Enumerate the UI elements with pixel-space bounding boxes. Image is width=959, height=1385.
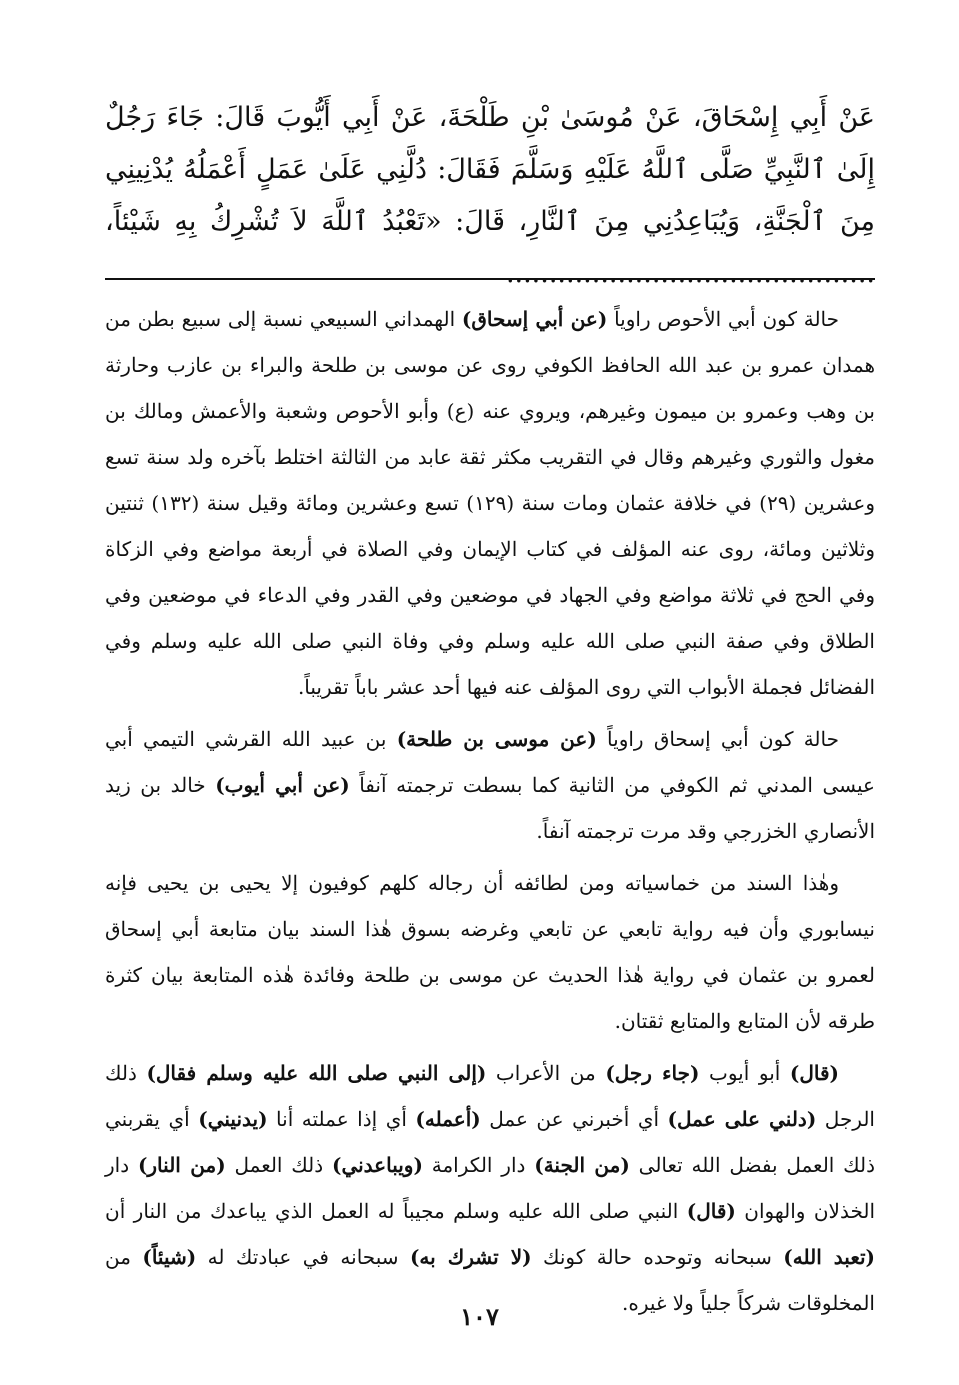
bold-term: (عن أبي أيوب) (215, 773, 350, 797)
commentary-paragraph-2: حالة كون أبي إسحاق راوياً (عن موسى بن طلحة) بن عبيد الله القرشي التيمي أبي عيسى المدني ثم الكوفي من الثانية كما بسطت ترجمته آنفاً (عن أبي أيوب) خالد بن زيد الأنصاري الخزرجي وقد مرت ترجمته آنفاً. (105, 727, 875, 843)
hadith-line-3: ٱلنَّارِ، قَالَ: «تَعْبُدُ ٱللَّهَ لاَ تُشْرِكُ بِهِ شَيْئاً، (105, 206, 581, 237)
bold-term: (من الجنة) (534, 1153, 630, 1177)
commentary-paragraph-3: وهٰذا السند من خماسياته ومن لطائفه أن رجاله كلهم كوفيون إلا يحيى بن يحيى فإنه نيسابوري وأن فيه رواية تابعي عن تابعي وغرضه بسوق هٰذا السند بيان متابعة أبي إسحاق لعمرو بن عثمان في رواية هٰذا الحديث عن موسى بن طلحة وفائدة هٰذه المتابعة بيان كثرة طرقه لأن المتابع والمتابع ثقتان. (105, 871, 875, 1033)
commentary-paragraph-1: حالة كون أبي الأحوص راوياً (عن أبي إسحاق) الهمداني السبيعي نسبة إلى سبيع بطن من همدان عمرو بن عبد الله الحافظ الكوفي روى عن موسى بن طلحة والبراء بن عازب وحارثة بن وهب وعمرو بن ميمون وغيرهم، ويروي عنه (ع) وأبو الأحوص وشعبة والأعمش ومالك بن مغول والثوري وغيرهم وقال في التقريب مكثر ثقة عابد من الثالثة اختلط بآخره ولد سنة تسع وعشرين (٢٩) في خلافة عثمان ومات سنة (١٢٩) تسع وعشرين ومائة وقيل سنة (١٣٢) ثنتين وثلاثين ومائة، روى عنه المؤلف في كتاب الإيمان وفي الصلاة في أربعة مواضع وفي الزكاة وفي الحج في ثلاثة مواضع وفي الجهاد في موضعين وفي القدر وفي الدعاء في موضعين وفي الطلاق وفي صفة النبي صلى الله عليه وسلم وفي وفاة النبي صلى الله عليه وسلم وفي الفضائل فجملة الأبواب التي روى المؤلف عنه فيها أحد عشر باباً تقريباً. (105, 307, 876, 699)
hadith-line-2: صَلَّى ٱللَّهُ عَلَيْهِ وَسَلَّمَ فَقَالَ: دُلَّنِي عَلَىٰ عَمَلٍ أَعْمَلُهُ يُدْنِينِي مِنَ ٱلْجَنَّةِ، وَيُبَاعِدُنِي مِنَ (105, 154, 875, 237)
bold-term: (جاء رجل) (605, 1061, 700, 1085)
bold-term: (لا تشرك به) (409, 1245, 532, 1269)
ellipsis-dots: ........................................... (505, 258, 875, 289)
bold-term: (شيئاً) (142, 1245, 197, 1269)
commentary-block (105, 296, 875, 1332)
bold-term: (تعبد الله) (783, 1245, 876, 1269)
bold-term: (إلى النبي صلى الله عليه وسلم فقال) (146, 1061, 487, 1085)
bold-term: (قال) (686, 1199, 736, 1223)
bold-term: (يدنيني) (198, 1107, 268, 1131)
hadith-block (105, 92, 876, 289)
bold-term: (أعمله) (415, 1107, 481, 1131)
page-number: ١٠٧ (460, 1302, 499, 1331)
bold-term: (ويباعدني) (331, 1153, 423, 1177)
bold-term: (عن موسى بن طلحة) (396, 727, 597, 751)
hadith-text (105, 92, 876, 289)
bold-term: (دلني على عمل) (667, 1107, 817, 1131)
separator-rule (105, 278, 875, 280)
bold-term: (قال) (789, 1061, 840, 1085)
bold-term: (من النار) (137, 1153, 226, 1177)
hadith-line-1: عَنْ أَبِي إِسْحَاقَ، عَنْ مُوسَىٰ بْنِ طَلْحَةَ، عَنْ أَبِي أَيُّوبَ قَالَ: جَاءَ رَجُلٌ إِلَىٰ ٱلنَّبِيِّ (105, 102, 876, 185)
bold-term: (عن أبي إسحاق) (461, 307, 608, 331)
commentary-paragraph-4: (قال) أبو أيوب (جاء رجل) من الأعراب (إلى النبي صلى الله عليه وسلم فقال) ذلك الرجل (دلني على عمل) أي أخبرني عن عمل (أعمله) أي إذا عملته أنا (يدنيني) أي يقربني ذلك العمل بفضل الله تعالى (من الجنة) دار الكرامة (ويباعدني) ذلك العمل (من النار) دار الخذلان والهوان (قال) النبي صلى الله عليه وسلم مجيباً له العمل الذي يباعدك من النار أن (تعبد الله) سبحانه وتوحده حالة كونك (لا تشرك به) سبحانه في عبادتك له (شيئاً) من المخلوقات شركاً جلياً ولا غيره. (105, 1061, 876, 1315)
